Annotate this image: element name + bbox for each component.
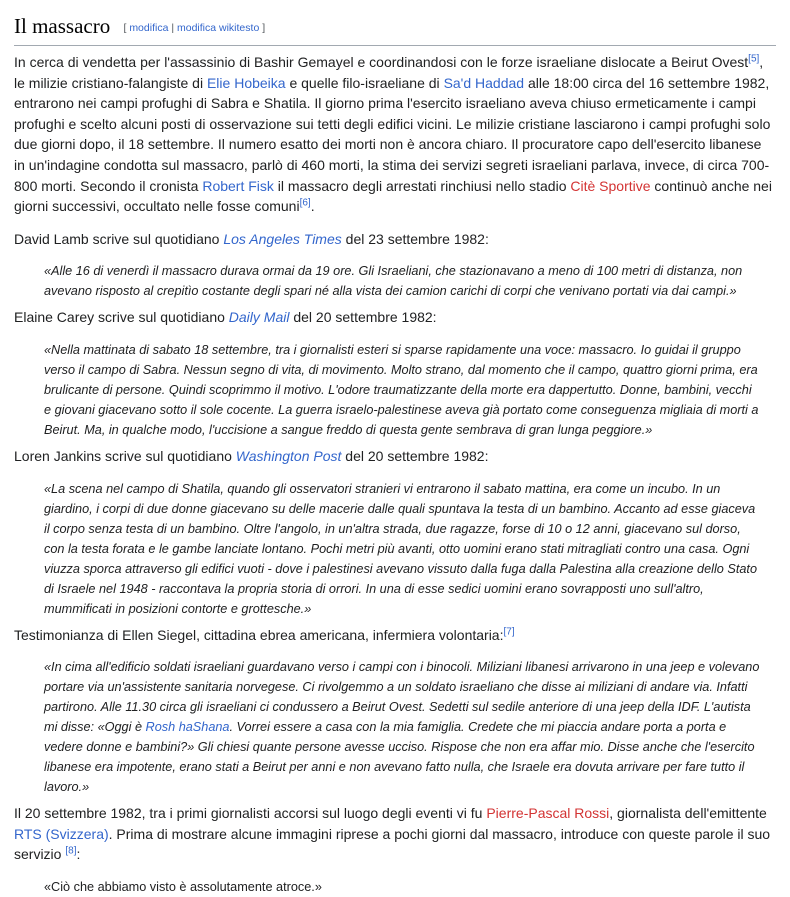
intro-text: In cerca di vendetta per l'assassinio di Bashir Gemayel e coordinandosi con le forze israeliane dislocate a Beirut Ovest (14, 54, 749, 70)
rossi-quote: «Ciò che abbiamo visto è assolutamente atroce.» (44, 879, 322, 894)
siegel-quote (44, 657, 760, 797)
lead-text: Elaine Carey scrive sul quotidiano (14, 309, 229, 326)
reference-5[interactable] (748, 53, 759, 64)
quote-text: . Vorrei essere a casa con la mia famiglia. Credete che mi piaccia andare porta a porta e vedere donne e bambini?» Gli chiesi quante persone avesse ucciso. Rispose che non era affar mio. Disse anche che l'esercito libanese era impotente, erano stati a Beirut per anni e non avevano fatto nulla, che Israele era dovuta arrivare per fare tutto il lavoro.» (44, 720, 755, 795)
intro-text: continuò anche nei giorni successivi, occultato nelle fosse comuni (14, 177, 772, 215)
reference-6[interactable] (300, 198, 311, 209)
link-washington-post[interactable]: Washington Post (235, 447, 342, 464)
reference-link[interactable]: [5] (748, 53, 760, 65)
section-title: Il massacro (14, 14, 111, 38)
rossi-paragraph (14, 803, 776, 865)
lead-text: Loren Jankins scrive sul quotidiano (14, 447, 236, 464)
carey-lead (14, 307, 776, 328)
link-sad-haddad[interactable]: Sa'd Haddad (443, 74, 525, 91)
intro-text: e quelle filo-israeliane di (285, 74, 444, 91)
reference-7[interactable] (503, 626, 514, 637)
intro-text: alle 18:00 circa del 16 settembre 1982, entrarono nei campi profughi di Sabra e Shatila. Il giorno prima l'esercito israeliano aveva chiuso ermeticamente i campi profughi e scelto alcuni posti di osservazione sui tetti degli edifici vicini. Le milizie cristiane lasciarono i campi profughi solo due giorni dopo, il 18 settembre. Il numero esatto dei morti non è ancora chiaro. Il procuratore capo dell'esercito libanese in un'indagine condotta sul massacro, parlò di 460 morti, la stima dei servizi segreti israeliani parlava, invece, di circa 700-800 morti. Secondo il cronista (14, 74, 771, 194)
paragraph-text: Il 20 settembre 1982, tra i primi giornalisti accorsi sul luogo degli eventi vi fu (14, 805, 487, 822)
jankins-lead (14, 446, 776, 467)
edit-wikitext-link[interactable]: modifica wikitesto (177, 22, 260, 34)
lead-text: del 20 settembre 1982: (289, 309, 437, 326)
jankins-quote: «La scena nel campo di Shatila, quando gli osservatori stranieri vi entrarono il sabato mattina, era come un incubo. In un giardino, i corpi di due donne giacevano su delle macerie dalle quali spuntava la testa di un bambino. Accanto ad esse giaceva il corpo senza testa di un bambino. Oltre l'angolo, in un'altra strada, due ragazze, forse di 10 o 12 anni, giacevano sul dorso, con la testa forata e le gambe lanciate lontano. Pochi metri più avanti, otto uomini erano stati mitragliati contro una casa. Ogni viuzza sporca attraverso gli edifici vuoti - dove i palestinesi avevano vissuto dalla fuga dalla Palestina alla creazione dello Stato di Israele nel 1948 - raccontava la propria storia di orrori. In una di esse sedici uomini erano sovrapposti uno sull'altro, mummificati in posizioni contorte e grottesche.» (44, 481, 758, 616)
paragraph-text: : (76, 846, 81, 863)
carey-quote: «Nella mattinata di sabato 18 settembre, tra i giornalisti esteri si sparse rapidamente una voce: massacro. Io guidai il gruppo verso il campo di Sabra. Nessun segno di vita, di movimento. Molto strano, dal momento che il campo, quattro giorni prima, era brulicante di persone. Quindi scoprimmo il motivo. L'odore traumatizzante della morte era dappertutto. Donne, bambini, vecchi e giovani giacevano sotto il sole cocente. La guerra israelo-palestinese aveva già portato come conseguenza migliaia di morti a Beirut. Ma, in qualche modo, l'uccisione a sangue freddo di questa gente sembrava di gran lunga peggiore.» (44, 342, 759, 437)
edit-bracket-open: [ (123, 22, 127, 34)
lead-text: Testimonianza di Ellen Siegel, cittadina ebrea americana, infermiera volontaria: (14, 626, 504, 643)
lamb-quote: «Alle 16 di venerdì il massacro durava ormai da 19 ore. Gli Israeliani, che stazionavano a meno di 100 metri di distanza, non avevano risposto al crepitìo costante degli spari né alla vista dei camion carichi di corpi che venivano portati via dai campi.» (44, 264, 743, 299)
edit-separator: | (171, 22, 175, 34)
paragraph-text: , giornalista dell'emittente (609, 805, 767, 822)
lead-text: del 20 settembre 1982: (341, 447, 489, 464)
link-robert-fisk[interactable]: Robert Fisk (202, 177, 274, 194)
siegel-lead (14, 625, 776, 646)
intro-paragraph (14, 52, 776, 217)
lamb-lead (14, 229, 776, 250)
intro-text: il massacro degli arrestati rinchiusi nello stadio (273, 177, 571, 194)
link-elie-hobeika[interactable]: Elie Hobeika (206, 74, 286, 91)
redlink-pierre-pascal-rossi[interactable]: Pierre-Pascal Rossi (486, 805, 610, 822)
quote-text: «In cima all'edificio soldati israeliani guardavano verso i campi con i binocoli. Miliziani libanesi arrivarono in una jeep e volevano portare via un'assistente sanitaria norvegese. Ci rivolgemmo a un soldato israeliano che disse ai miliziani di andare via. Infatti partirono. Alle 11.30 circa gli israeliani ci condussero a Beirut Ovest. Sedetti sul sedile anteriore di una jeep della IDF. L'autista mi disse: «Oggi è (44, 660, 760, 735)
link-daily-mail[interactable]: Daily Mail (228, 309, 290, 326)
reference-8[interactable] (65, 846, 76, 857)
reference-link[interactable]: [6] (299, 197, 311, 209)
reference-link[interactable]: [8] (65, 845, 77, 857)
edit-section-links (123, 22, 265, 34)
lead-text: David Lamb scrive sul quotidiano (14, 230, 224, 247)
link-rts-svizzera[interactable]: RTS (Svizzera) (14, 825, 109, 842)
intro-text: . (310, 198, 315, 215)
section-heading (14, 0, 776, 46)
paragraph-text: . Prima di mostrare alcune immagini riprese a pochi giorni dal massacro, introduce con queste parole il suo servizio (14, 825, 771, 863)
reference-link[interactable]: [7] (503, 625, 515, 637)
link-rosh-hashana[interactable]: Rosh haShana (145, 720, 230, 735)
edit-bracket-close: ] (262, 22, 266, 34)
link-los-angeles-times[interactable]: Los Angeles Times (223, 230, 342, 247)
intro-text: , le milizie cristiano-falangiste di (14, 54, 764, 91)
edit-link[interactable]: modifica (129, 22, 169, 34)
redlink-cite-sportive[interactable]: Citè Sportive (570, 177, 651, 194)
lead-text: del 23 settembre 1982: (341, 230, 489, 247)
